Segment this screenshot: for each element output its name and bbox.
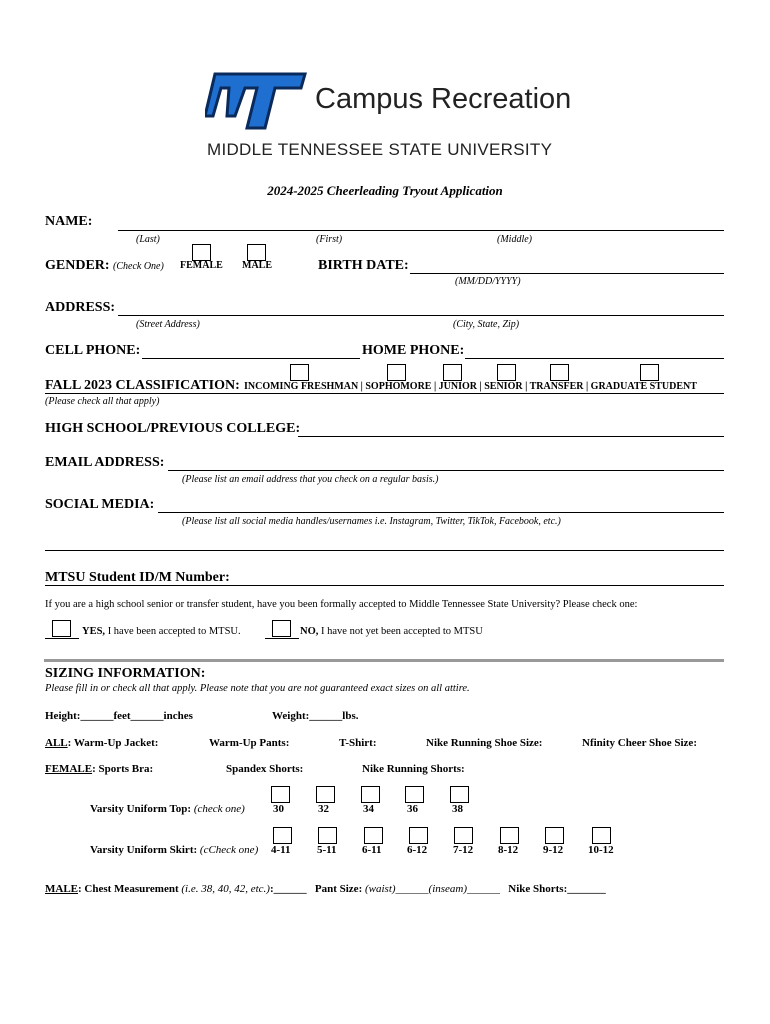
social-media-label: SOCIAL MEDIA: (45, 497, 155, 512)
sports-bra-label: : Sports Bra: (92, 763, 154, 775)
nfinity-shoe-label: Nfinity Cheer Shoe Size: (582, 737, 697, 749)
all-jacket-label: : Warm-Up Jacket: (67, 737, 159, 749)
top-size-38: 38 (452, 803, 463, 815)
classification-underline (45, 393, 724, 394)
birth-date-label: BIRTH DATE: (318, 258, 409, 273)
yes-text: I have been accepted to MTSU. (105, 626, 241, 637)
city-hint: (City, State, Zip) (453, 319, 520, 330)
email-field[interactable] (168, 470, 724, 471)
address-label: ADDRESS: (45, 300, 116, 315)
top-size-38-checkbox[interactable] (450, 786, 469, 803)
female-label: FEMALE (180, 260, 223, 271)
uniform-skirt-hint: (cCheck one) (199, 844, 259, 856)
skirt-size-4-11: 4-11 (271, 844, 291, 856)
skirt-size-6-11-checkbox[interactable] (364, 827, 383, 844)
top-size-36-checkbox[interactable] (405, 786, 424, 803)
junior-checkbox[interactable] (443, 364, 462, 381)
school-label: HIGH SCHOOL/PREVIOUS COLLEGE: (45, 421, 301, 436)
university-name: MIDDLE TENNESSEE STATE UNIVERSITY (207, 140, 553, 159)
male-label: MALE (242, 260, 272, 271)
sizing-title: SIZING INFORMATION: (45, 666, 206, 681)
male-size-label: MALE (45, 883, 78, 895)
nike-running-shorts-label: Nike Running Shorts: (362, 763, 465, 775)
no-accepted-text (300, 626, 483, 637)
cell-phone-field[interactable] (142, 358, 360, 359)
female-checkbox[interactable] (192, 244, 211, 261)
top-size-36: 36 (407, 803, 418, 815)
transfer-checkbox[interactable] (550, 364, 569, 381)
uniform-skirt-label (90, 844, 258, 856)
birth-date-format: (MM/DD/YYYY) (455, 276, 521, 287)
birth-date-field[interactable] (410, 273, 724, 274)
nike-shoe-label: Nike Running Shoe Size: (426, 737, 543, 749)
chest-label: : Chest Measurement (78, 883, 182, 895)
form-title: 2024-2025 Cheerleading Tryout Application (267, 183, 503, 198)
skirt-size-6-11: 6-11 (362, 844, 382, 856)
top-size-34-checkbox[interactable] (361, 786, 380, 803)
yes-bold: YES, (82, 626, 106, 637)
warmup-pants-label: Warm-Up Pants: (209, 737, 290, 749)
no-bold: NO, (300, 626, 319, 637)
chest-hint: (i.e. 38, 40, 42, etc.) (181, 883, 270, 895)
yes-accepted-text (82, 626, 241, 637)
skirt-size-8-12: 8-12 (498, 844, 519, 856)
height-field[interactable]: Height:______feet______inches (45, 710, 193, 722)
uniform-skirt-text: Varsity Uniform Skirt: (90, 844, 200, 856)
senior-checkbox[interactable] (497, 364, 516, 381)
uniform-top-text: Varsity Uniform Top: (90, 803, 194, 815)
social-media-field-2[interactable] (45, 550, 724, 551)
no-text: I have not yet been accepted to MTSU (318, 626, 483, 637)
student-id-field[interactable] (45, 585, 724, 586)
top-size-32: 32 (318, 803, 329, 815)
sizing-note: Please fill in or check all that apply. Please note that you are not guaranteed exact sizes on all attire. (45, 683, 470, 694)
name-last-hint: (Last) (136, 234, 160, 245)
classification-label: FALL 2023 CLASSIFICATION: (45, 378, 240, 393)
weight-field[interactable]: Weight:______lbs. (272, 710, 359, 722)
nike-shorts-field[interactable]: Nike Shorts:_______ (508, 883, 606, 895)
male-row (45, 883, 606, 895)
mt-logo-mark (205, 66, 313, 132)
student-id-label: MTSU Student ID/M Number: (45, 570, 230, 585)
skirt-size-6-12-checkbox[interactable] (409, 827, 428, 844)
pant-size-field[interactable]: (waist)______(inseam)______ (364, 883, 501, 895)
female-row (45, 763, 153, 775)
top-size-30-checkbox[interactable] (271, 786, 290, 803)
all-row (45, 737, 158, 749)
email-hint: (Please list an email address that you check on a regular basis.) (182, 474, 439, 485)
skirt-size-8-12-checkbox[interactable] (500, 827, 519, 844)
classification-hint: (Please check all that apply) (45, 396, 160, 407)
accepted-question: If you are a high school senior or transfer student, have you been formally accepted to Middle Tennessee State University? Please check one: (45, 599, 638, 610)
social-media-hint: (Please list all social media handles/usernames i.e. Instagram, Twitter, TikTok, Facebook, etc.) (182, 516, 561, 527)
street-hint: (Street Address) (136, 319, 200, 330)
home-phone-field[interactable] (465, 358, 724, 359)
tshirt-label: T-Shirt: (339, 737, 377, 749)
chest-field[interactable]: :______ (269, 883, 307, 895)
social-media-field[interactable] (158, 512, 724, 513)
email-label: EMAIL ADDRESS: (45, 455, 165, 470)
graduate-checkbox[interactable] (640, 364, 659, 381)
address-field[interactable] (118, 315, 724, 316)
freshman-checkbox[interactable] (290, 364, 309, 381)
skirt-size-5-11-checkbox[interactable] (318, 827, 337, 844)
school-field[interactable] (298, 436, 724, 437)
name-label: NAME: (45, 214, 93, 229)
female-size-label: FEMALE (45, 763, 93, 775)
name-middle-hint: (Middle) (497, 234, 532, 245)
yes-accepted-line (45, 638, 79, 639)
gender-label: GENDER: (45, 258, 110, 273)
name-field[interactable] (118, 230, 724, 231)
cell-phone-label: CELL PHONE: (45, 343, 141, 358)
top-size-32-checkbox[interactable] (316, 786, 335, 803)
skirt-size-10-12: 10-12 (588, 844, 614, 856)
name-first-hint: (First) (316, 234, 343, 245)
top-size-34: 34 (363, 803, 374, 815)
all-label: ALL (45, 737, 68, 749)
skirt-size-4-11-checkbox[interactable] (273, 827, 292, 844)
skirt-size-10-12-checkbox[interactable] (592, 827, 611, 844)
spandex-shorts-label: Spandex Shorts: (226, 763, 304, 775)
mt-logo-icon (205, 66, 313, 132)
skirt-size-7-12: 7-12 (453, 844, 474, 856)
yes-accepted-checkbox[interactable] (52, 620, 71, 637)
campus-recreation-title: Campus Recreation (315, 83, 572, 115)
skirt-size-6-12: 6-12 (407, 844, 428, 856)
skirt-size-9-12: 9-12 (543, 844, 564, 856)
gender-hint: (Check One) (113, 261, 164, 272)
top-size-30: 30 (273, 803, 284, 815)
male-checkbox[interactable] (247, 244, 266, 261)
no-accepted-line (265, 638, 299, 639)
no-accepted-checkbox[interactable] (272, 620, 291, 637)
skirt-size-7-12-checkbox[interactable] (454, 827, 473, 844)
sophomore-checkbox[interactable] (387, 364, 406, 381)
skirt-size-9-12-checkbox[interactable] (545, 827, 564, 844)
uniform-top-label (90, 803, 245, 815)
home-phone-label: HOME PHONE: (362, 343, 465, 358)
skirt-size-5-11: 5-11 (317, 844, 337, 856)
classification-options: INCOMING FRESHMAN | SOPHOMORE | JUNIOR | SENIOR | TRANSFER | GRADUATE STUDENT (244, 381, 697, 392)
uniform-top-hint: (check one) (193, 803, 245, 815)
section-divider (44, 659, 724, 662)
pant-size-label: Pant Size: (314, 883, 365, 895)
